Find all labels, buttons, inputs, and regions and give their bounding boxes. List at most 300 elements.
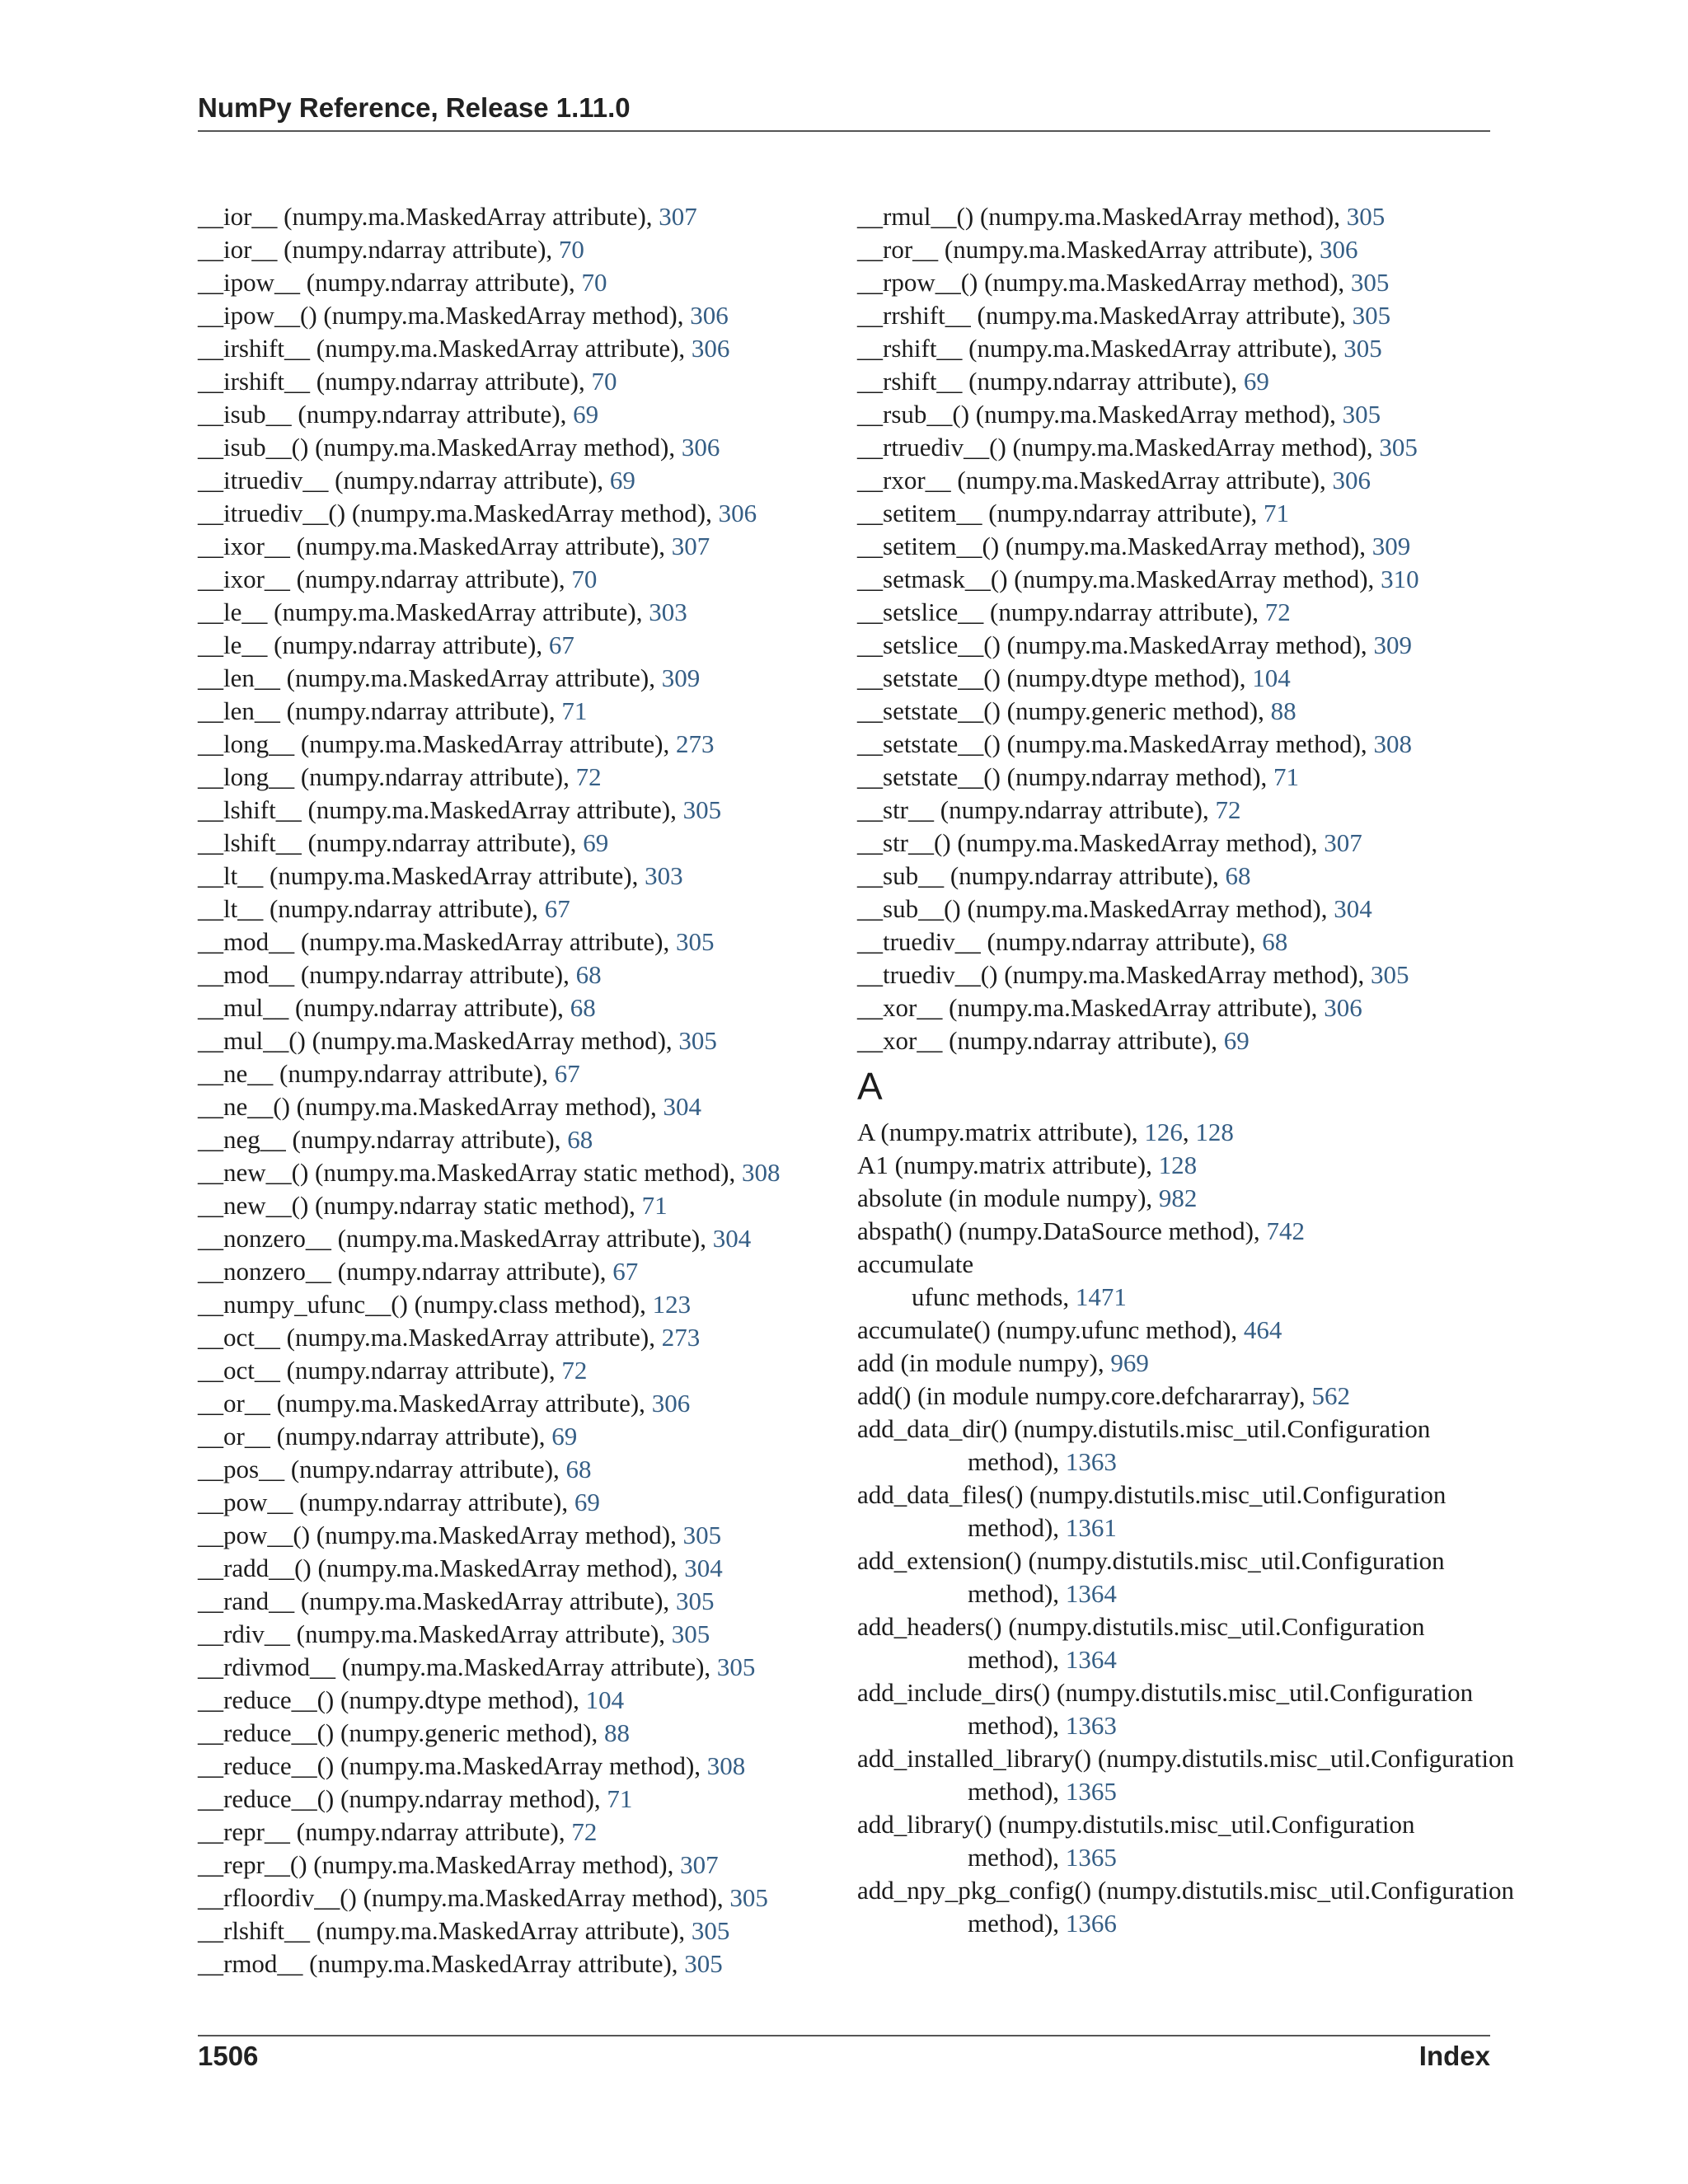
running-header: NumPy Reference, Release 1.11.0 bbox=[198, 92, 631, 123]
index-term: __isub__ (numpy.ndarray attribute), bbox=[198, 400, 574, 429]
index-term: __reduce__() (numpy.dtype method), bbox=[198, 1685, 586, 1714]
index-term: __setslice__ (numpy.ndarray attribute), bbox=[857, 598, 1265, 626]
index-entry bbox=[198, 1156, 841, 1189]
index-term: A1 (numpy.matrix attribute), bbox=[857, 1151, 1159, 1179]
index-entry bbox=[857, 893, 1574, 926]
page-link[interactable]: 303 bbox=[649, 598, 687, 626]
index-entry bbox=[857, 497, 1574, 530]
page-link[interactable]: 72 bbox=[1264, 598, 1291, 626]
page-link[interactable]: 305 bbox=[1346, 202, 1386, 231]
page-link[interactable]: 69 bbox=[1223, 1026, 1250, 1055]
index-term: abspath() (numpy.DataSource method), bbox=[857, 1216, 1267, 1245]
page-link[interactable]: 307 bbox=[671, 532, 710, 560]
index-term: __ior__ (numpy.ma.MaskedArray attribute), bbox=[198, 202, 659, 231]
index-term: __irshift__ (numpy.ma.MaskedArray attribute), bbox=[198, 334, 692, 363]
index-term: accumulate() (numpy.ufunc method), bbox=[857, 1315, 1244, 1344]
index-term: __rxor__ (numpy.ma.MaskedArray attribute), bbox=[857, 466, 1333, 494]
page-link[interactable]: 304 bbox=[684, 1554, 723, 1582]
page-link[interactable]: 1365 bbox=[1065, 1843, 1117, 1872]
page-link[interactable]: 70 bbox=[581, 268, 607, 297]
index-entry-continuation bbox=[857, 1511, 1574, 1544]
index-entry bbox=[857, 728, 1574, 761]
index-term: __or__ (numpy.ndarray attribute), bbox=[198, 1422, 552, 1451]
index-term: __mul__() (numpy.ma.MaskedArray method), bbox=[198, 1026, 679, 1055]
page-link[interactable]: 72 bbox=[1215, 795, 1241, 824]
page-link[interactable]: 308 bbox=[1373, 729, 1412, 758]
index-entry bbox=[198, 1750, 841, 1783]
index-term: __ior__ (numpy.ndarray attribute), bbox=[198, 235, 559, 264]
index-entry bbox=[198, 1585, 841, 1618]
index-term: __lshift__ (numpy.ndarray attribute), bbox=[198, 828, 584, 857]
page-link[interactable]: 67 bbox=[612, 1257, 639, 1286]
index-term: __rmul__() (numpy.ma.MaskedArray method), bbox=[857, 202, 1347, 231]
index-term: __pos__ (numpy.ndarray attribute), bbox=[198, 1455, 566, 1483]
page-link[interactable]: 307 bbox=[659, 202, 697, 231]
index-term: A (numpy.matrix attribute), bbox=[857, 1118, 1145, 1146]
page-link[interactable]: 68 bbox=[575, 960, 602, 989]
page-link[interactable]: 273 bbox=[661, 1323, 701, 1352]
index-entry bbox=[198, 1849, 841, 1882]
index-term: __ror__ (numpy.ma.MaskedArray attribute), bbox=[857, 235, 1320, 264]
page-link[interactable]: 69 bbox=[574, 1488, 600, 1516]
page-link[interactable]: 1364 bbox=[1065, 1579, 1117, 1608]
page-link[interactable]: 1471 bbox=[1075, 1282, 1127, 1311]
page-link[interactable]: 68 bbox=[565, 1455, 592, 1483]
index-term: __rdivmod__ (numpy.ma.MaskedArray attribute), bbox=[198, 1652, 717, 1681]
index-entry bbox=[857, 629, 1574, 662]
index-term: __reduce__() (numpy.generic method), bbox=[198, 1718, 604, 1747]
index-term: __repr__() (numpy.ma.MaskedArray method), bbox=[198, 1850, 681, 1879]
page-link[interactable]: 464 bbox=[1243, 1315, 1282, 1344]
index-term: __lt__ (numpy.ndarray attribute), bbox=[198, 894, 545, 923]
page-link[interactable]: 306 bbox=[691, 334, 730, 363]
page-link[interactable]: 72 bbox=[571, 1817, 598, 1846]
index-entry bbox=[857, 1149, 1574, 1182]
index-entry bbox=[198, 1354, 841, 1387]
index-term: method), bbox=[968, 1447, 1066, 1476]
page-link[interactable]: 70 bbox=[591, 367, 617, 396]
page-link[interactable]: 88 bbox=[603, 1718, 630, 1747]
index-entry bbox=[857, 1347, 1574, 1380]
index-entry bbox=[198, 728, 841, 761]
index-entry bbox=[198, 1090, 841, 1123]
index-term: method), bbox=[968, 1777, 1066, 1806]
page-link[interactable]: 306 bbox=[651, 1389, 691, 1418]
index-entry bbox=[857, 431, 1574, 464]
page-link[interactable]: 305 bbox=[1350, 268, 1390, 297]
index-entry bbox=[198, 1420, 841, 1453]
index-entry bbox=[857, 662, 1574, 695]
index-term: add_data_dir() (numpy.distutils.misc_util.Configuration bbox=[857, 1414, 1431, 1443]
page-link[interactable]: 1363 bbox=[1065, 1711, 1117, 1740]
page-link[interactable]: 67 bbox=[548, 630, 574, 659]
index-entry bbox=[857, 827, 1574, 860]
page-link[interactable]: 69 bbox=[583, 828, 609, 857]
index-entry bbox=[857, 530, 1574, 563]
page-link[interactable]: 305 bbox=[1379, 433, 1418, 462]
index-entry bbox=[198, 1717, 841, 1750]
index-entry bbox=[198, 1816, 841, 1849]
index-entry bbox=[198, 1387, 841, 1420]
page-link[interactable]: 72 bbox=[561, 1356, 588, 1385]
index-term: __new__() (numpy.ndarray static method), bbox=[198, 1191, 642, 1220]
index-term: __setstate__() (numpy.dtype method), bbox=[857, 663, 1253, 692]
index-entry bbox=[198, 596, 841, 629]
index-term: __reduce__() (numpy.ndarray method), bbox=[198, 1784, 607, 1813]
page-link[interactable]: 1365 bbox=[1065, 1777, 1117, 1806]
page-separator: , bbox=[1182, 1118, 1196, 1146]
index-entry-continuation bbox=[857, 1775, 1574, 1808]
index-term: __str__() (numpy.ma.MaskedArray method), bbox=[857, 828, 1325, 857]
index-term: __reduce__() (numpy.ma.MaskedArray method), bbox=[198, 1751, 707, 1780]
index-term: __ipow__() (numpy.ma.MaskedArray method), bbox=[198, 301, 691, 330]
index-entry bbox=[857, 1116, 1574, 1149]
index-term: __irshift__ (numpy.ndarray attribute), bbox=[198, 367, 592, 396]
page-link[interactable]: 304 bbox=[1334, 894, 1372, 923]
index-entry bbox=[198, 1321, 841, 1354]
index-term: __numpy_ufunc__() (numpy.class method), bbox=[198, 1290, 653, 1319]
page-number: 1506 bbox=[198, 2041, 259, 2071]
footer-rule bbox=[198, 2035, 1490, 2036]
page-link[interactable]: 67 bbox=[554, 1059, 580, 1088]
page-link[interactable]: 305 bbox=[675, 927, 715, 956]
page-link[interactable]: 1366 bbox=[1065, 1909, 1117, 1938]
index-entry-continuation bbox=[857, 1643, 1574, 1676]
page-link[interactable]: 273 bbox=[675, 729, 715, 758]
index-entry bbox=[198, 926, 841, 958]
page-link[interactable]: 123 bbox=[652, 1290, 692, 1319]
page-link[interactable]: 306 bbox=[1324, 993, 1362, 1022]
index-term: __mod__ (numpy.ndarray attribute), bbox=[198, 960, 576, 989]
index-entry bbox=[198, 1024, 841, 1057]
index-entry bbox=[198, 1618, 841, 1651]
page-link[interactable]: 309 bbox=[661, 663, 701, 692]
index-entry bbox=[198, 365, 841, 398]
page-link[interactable]: 562 bbox=[1311, 1381, 1350, 1410]
index-entry bbox=[857, 1248, 1574, 1281]
index-term: __le__ (numpy.ma.MaskedArray attribute), bbox=[198, 598, 649, 626]
index-term: __itruediv__() (numpy.ma.MaskedArray method), bbox=[198, 499, 719, 527]
index-entry bbox=[857, 1182, 1574, 1215]
page-link[interactable]: 305 bbox=[682, 1521, 722, 1549]
index-term: method), bbox=[968, 1843, 1066, 1872]
page-link[interactable]: 304 bbox=[712, 1224, 752, 1253]
index-entry bbox=[857, 1610, 1574, 1643]
index-term: __nonzero__ (numpy.ndarray attribute), bbox=[198, 1257, 613, 1286]
index-term: __xor__ (numpy.ma.MaskedArray attribute), bbox=[857, 993, 1325, 1022]
index-entry bbox=[198, 497, 841, 530]
index-term: __long__ (numpy.ndarray attribute), bbox=[198, 762, 576, 791]
index-entry bbox=[857, 200, 1574, 233]
page-link[interactable]: 1363 bbox=[1065, 1447, 1117, 1476]
index-entry bbox=[198, 860, 841, 893]
index-term: __ixor__ (numpy.ndarray attribute), bbox=[198, 565, 572, 593]
index-entry bbox=[857, 1314, 1574, 1347]
index-entry bbox=[857, 332, 1574, 365]
index-term: __rpow__() (numpy.ma.MaskedArray method), bbox=[857, 268, 1351, 297]
index-entry bbox=[198, 332, 841, 365]
index-entry bbox=[857, 860, 1574, 893]
page-link[interactable]: 1361 bbox=[1065, 1513, 1117, 1542]
page-link[interactable]: 306 bbox=[1332, 466, 1371, 494]
index-entry bbox=[198, 1915, 841, 1947]
index-entry bbox=[857, 926, 1574, 958]
index-term: __nonzero__ (numpy.ma.MaskedArray attribute), bbox=[198, 1224, 713, 1253]
index-entry bbox=[198, 958, 841, 991]
section-name: Index bbox=[1418, 2041, 1490, 2071]
page-link[interactable]: 69 bbox=[551, 1422, 578, 1451]
index-term: __ne__ (numpy.ndarray attribute), bbox=[198, 1059, 555, 1088]
index-entry bbox=[857, 398, 1574, 431]
index-term: __lshift__ (numpy.ma.MaskedArray attribute), bbox=[198, 795, 683, 824]
page-link[interactable]: 307 bbox=[1324, 828, 1362, 857]
index-term: __lt__ (numpy.ma.MaskedArray attribute), bbox=[198, 861, 645, 890]
page-link[interactable]: 88 bbox=[1270, 696, 1296, 725]
index-group-underscore bbox=[857, 200, 1574, 1057]
index-entry bbox=[198, 563, 841, 596]
index-term: add_data_files() (numpy.distutils.misc_util.Configuration bbox=[857, 1480, 1447, 1509]
index-term: add_extension() (numpy.distutils.misc_util.Configuration bbox=[857, 1546, 1445, 1575]
index-term: __mod__ (numpy.ma.MaskedArray attribute), bbox=[198, 927, 676, 956]
index-term: method), bbox=[968, 1513, 1066, 1542]
index-entry bbox=[198, 1684, 841, 1717]
index-entry bbox=[198, 629, 841, 662]
page-link[interactable]: 305 bbox=[1352, 301, 1391, 330]
index-column-left bbox=[198, 200, 841, 1980]
index-term: __rmod__ (numpy.ma.MaskedArray attribute), bbox=[198, 1949, 685, 1978]
index-term: __rfloordiv__() (numpy.ma.MaskedArray method), bbox=[198, 1883, 730, 1912]
index-term: __truediv__ (numpy.ndarray attribute), bbox=[857, 927, 1263, 956]
index-term: __radd__() (numpy.ma.MaskedArray method), bbox=[198, 1554, 685, 1582]
index-entry bbox=[198, 794, 841, 827]
page-link[interactable]: 68 bbox=[1262, 927, 1288, 956]
page-link[interactable]: 71 bbox=[607, 1784, 633, 1813]
index-term: __rlshift__ (numpy.ma.MaskedArray attribute), bbox=[198, 1916, 692, 1945]
index-entry bbox=[857, 596, 1574, 629]
page-link[interactable]: 69 bbox=[609, 466, 635, 494]
index-term: __repr__ (numpy.ndarray attribute), bbox=[198, 1817, 572, 1846]
page-link[interactable]: 1364 bbox=[1065, 1645, 1117, 1674]
index-entry bbox=[198, 266, 841, 299]
index-entry bbox=[857, 1024, 1574, 1057]
page-link[interactable]: 305 bbox=[716, 1652, 756, 1681]
index-term: ufunc methods, bbox=[912, 1282, 1076, 1311]
index-entry bbox=[198, 1519, 841, 1552]
page-link[interactable]: 304 bbox=[663, 1092, 701, 1121]
index-term: __long__ (numpy.ma.MaskedArray attribute), bbox=[198, 729, 676, 758]
page-link[interactable]: 307 bbox=[680, 1850, 719, 1879]
index-term: absolute (in module numpy), bbox=[857, 1183, 1159, 1212]
index-entry bbox=[857, 563, 1574, 596]
page-link[interactable]: 305 bbox=[729, 1883, 768, 1912]
page-link[interactable]: 310 bbox=[1381, 565, 1419, 593]
index-entry bbox=[198, 1453, 841, 1486]
index-term: __new__() (numpy.ma.MaskedArray static method), bbox=[198, 1158, 743, 1187]
index-entry-continuation bbox=[857, 1841, 1574, 1874]
index-term: add_library() (numpy.distutils.misc_util.Configuration bbox=[857, 1810, 1415, 1839]
page-link[interactable]: 309 bbox=[1373, 630, 1412, 659]
index-entry bbox=[198, 1222, 841, 1255]
page-link[interactable]: 71 bbox=[1264, 499, 1289, 527]
index-entry bbox=[198, 233, 841, 266]
index-term: method), bbox=[968, 1645, 1066, 1674]
index-term: __ne__() (numpy.ma.MaskedArray method), bbox=[198, 1092, 663, 1121]
index-entry bbox=[198, 200, 841, 233]
index-entry bbox=[857, 1215, 1574, 1248]
page-link[interactable]: 72 bbox=[575, 762, 602, 791]
index-entry bbox=[857, 299, 1574, 332]
index-term: method), bbox=[968, 1711, 1066, 1740]
page-link[interactable]: 305 bbox=[1371, 960, 1409, 989]
page-link[interactable]: 308 bbox=[706, 1751, 746, 1780]
index-entry-continuation bbox=[857, 1907, 1574, 1940]
page-link[interactable]: 128 bbox=[1195, 1118, 1234, 1146]
index-term: add_include_dirs() (numpy.distutils.misc_util.Configuration bbox=[857, 1678, 1474, 1707]
page-link[interactable]: 306 bbox=[690, 301, 729, 330]
index-entry bbox=[198, 662, 841, 695]
index-term: __truediv__() (numpy.ma.MaskedArray method), bbox=[857, 960, 1371, 989]
index-term: __oct__ (numpy.ndarray attribute), bbox=[198, 1356, 562, 1385]
index-entry bbox=[198, 991, 841, 1024]
page-link[interactable]: 305 bbox=[671, 1619, 710, 1648]
index-entry bbox=[198, 1947, 841, 1980]
index-term: add_installed_library() (numpy.distutils.misc_util.Configuration bbox=[857, 1744, 1514, 1773]
index-term: __oct__ (numpy.ma.MaskedArray attribute), bbox=[198, 1323, 662, 1352]
page-link[interactable]: 67 bbox=[544, 894, 570, 923]
index-entry bbox=[857, 233, 1574, 266]
index-term: add_npy_pkg_config() (numpy.distutils.misc_util.Configuration bbox=[857, 1876, 1515, 1905]
index-term: add() (in module numpy.core.defchararray), bbox=[857, 1381, 1312, 1410]
page-link[interactable]: 70 bbox=[571, 565, 598, 593]
page-link[interactable]: 308 bbox=[742, 1158, 781, 1187]
index-term: __rshift__ (numpy.ndarray attribute), bbox=[857, 367, 1244, 396]
index-term: __setmask__() (numpy.ma.MaskedArray method), bbox=[857, 565, 1381, 593]
page-link[interactable]: 71 bbox=[561, 696, 588, 725]
index-entry bbox=[857, 464, 1574, 497]
page-link[interactable]: 69 bbox=[1243, 367, 1269, 396]
page-link[interactable]: 303 bbox=[645, 861, 683, 890]
page-link[interactable]: 742 bbox=[1266, 1216, 1305, 1245]
index-term: method), bbox=[968, 1579, 1066, 1608]
index-entry bbox=[857, 365, 1574, 398]
page-link[interactable]: 305 bbox=[691, 1916, 730, 1945]
index-term: __setstate__() (numpy.ma.MaskedArray method), bbox=[857, 729, 1374, 758]
index-entry bbox=[198, 299, 841, 332]
index-entry bbox=[198, 398, 841, 431]
page-link[interactable]: 305 bbox=[682, 795, 722, 824]
index-term: __rtruediv__() (numpy.ma.MaskedArray method), bbox=[857, 433, 1380, 462]
page-link[interactable]: 68 bbox=[570, 993, 596, 1022]
index-term: __pow__() (numpy.ma.MaskedArray method), bbox=[198, 1521, 683, 1549]
index-term: __xor__ (numpy.ndarray attribute), bbox=[857, 1026, 1224, 1055]
index-entry bbox=[857, 1742, 1574, 1775]
index-entry bbox=[857, 695, 1574, 728]
index-term: __setslice__() (numpy.ma.MaskedArray method), bbox=[857, 630, 1374, 659]
page-link[interactable]: 104 bbox=[585, 1685, 625, 1714]
index-term: __itruediv__ (numpy.ndarray attribute), bbox=[198, 466, 610, 494]
index-term: __len__ (numpy.ma.MaskedArray attribute), bbox=[198, 663, 662, 692]
index-subentry bbox=[857, 1281, 1574, 1314]
index-term: __setitem__ (numpy.ndarray attribute), bbox=[857, 499, 1264, 527]
index-entry bbox=[198, 761, 841, 794]
index-term: __pow__ (numpy.ndarray attribute), bbox=[198, 1488, 574, 1516]
page-link[interactable]: 104 bbox=[1252, 663, 1291, 692]
index-entry bbox=[857, 794, 1574, 827]
page-link[interactable]: 969 bbox=[1110, 1348, 1149, 1377]
index-term: __rshift__ (numpy.ma.MaskedArray attribute), bbox=[857, 334, 1344, 363]
page-link[interactable]: 306 bbox=[681, 433, 720, 462]
index-term: __setitem__() (numpy.ma.MaskedArray method), bbox=[857, 532, 1372, 560]
index-term: __ipow__ (numpy.ndarray attribute), bbox=[198, 268, 582, 297]
index-term: __isub__() (numpy.ma.MaskedArray method), bbox=[198, 433, 682, 462]
index-entry bbox=[857, 991, 1574, 1024]
index-entry-continuation bbox=[857, 1446, 1574, 1479]
index-term: __sub__ (numpy.ndarray attribute), bbox=[857, 861, 1226, 890]
page-link[interactable]: 982 bbox=[1158, 1183, 1198, 1212]
page-link[interactable]: 68 bbox=[567, 1125, 593, 1154]
page-link[interactable]: 71 bbox=[641, 1191, 668, 1220]
index-term: accumulate bbox=[857, 1249, 974, 1278]
index-entry bbox=[198, 1123, 841, 1156]
index-entry bbox=[857, 761, 1574, 794]
index-entry bbox=[198, 1288, 841, 1321]
page-link[interactable]: 305 bbox=[675, 1586, 715, 1615]
index-entry bbox=[857, 1808, 1574, 1841]
page-link[interactable]: 306 bbox=[1320, 235, 1358, 264]
index-term: __setstate__() (numpy.generic method), bbox=[857, 696, 1271, 725]
header-rule bbox=[198, 130, 1490, 132]
index-term: __len__ (numpy.ndarray attribute), bbox=[198, 696, 562, 725]
index-entry bbox=[198, 1552, 841, 1585]
index-entry bbox=[198, 893, 841, 926]
index-entry bbox=[857, 958, 1574, 991]
page-link[interactable]: 305 bbox=[678, 1026, 717, 1055]
page-link[interactable]: 68 bbox=[1225, 861, 1251, 890]
index-entry-continuation bbox=[857, 1709, 1574, 1742]
index-term: add (in module numpy), bbox=[857, 1348, 1111, 1377]
index-term: __rsub__() (numpy.ma.MaskedArray method), bbox=[857, 400, 1343, 429]
index-group-a bbox=[857, 1116, 1574, 1940]
index-term: add_headers() (numpy.distutils.misc_util.Configuration bbox=[857, 1612, 1425, 1641]
page-link[interactable]: 71 bbox=[1273, 762, 1300, 791]
index-entry bbox=[857, 1676, 1574, 1709]
index-entry bbox=[198, 1651, 841, 1684]
page-link[interactable]: 69 bbox=[573, 400, 599, 429]
page-link[interactable]: 309 bbox=[1372, 532, 1411, 560]
index-term: __rdiv__ (numpy.ma.MaskedArray attribute), bbox=[198, 1619, 672, 1648]
page-link[interactable]: 126 bbox=[1144, 1118, 1183, 1146]
page-link[interactable]: 305 bbox=[1343, 334, 1382, 363]
index-term: __setstate__() (numpy.ndarray method), bbox=[857, 762, 1274, 791]
index-entry bbox=[198, 530, 841, 563]
index-term: __rand__ (numpy.ma.MaskedArray attribute), bbox=[198, 1586, 676, 1615]
page-link[interactable]: 306 bbox=[718, 499, 757, 527]
section-heading-a: A bbox=[857, 1065, 883, 1108]
index-entry bbox=[857, 1380, 1574, 1413]
index-entry bbox=[198, 827, 841, 860]
page-link[interactable]: 305 bbox=[1342, 400, 1381, 429]
page-link[interactable]: 128 bbox=[1158, 1151, 1198, 1179]
index-entry bbox=[198, 1057, 841, 1090]
page-link[interactable]: 70 bbox=[558, 235, 584, 264]
index-term: __str__ (numpy.ndarray attribute), bbox=[857, 795, 1216, 824]
index-entry bbox=[198, 695, 841, 728]
index-entry bbox=[198, 1255, 841, 1288]
index-entry bbox=[857, 1479, 1574, 1511]
index-term: __le__ (numpy.ndarray attribute), bbox=[198, 630, 549, 659]
page-link[interactable]: 305 bbox=[684, 1949, 723, 1978]
index-term: method), bbox=[968, 1909, 1066, 1938]
